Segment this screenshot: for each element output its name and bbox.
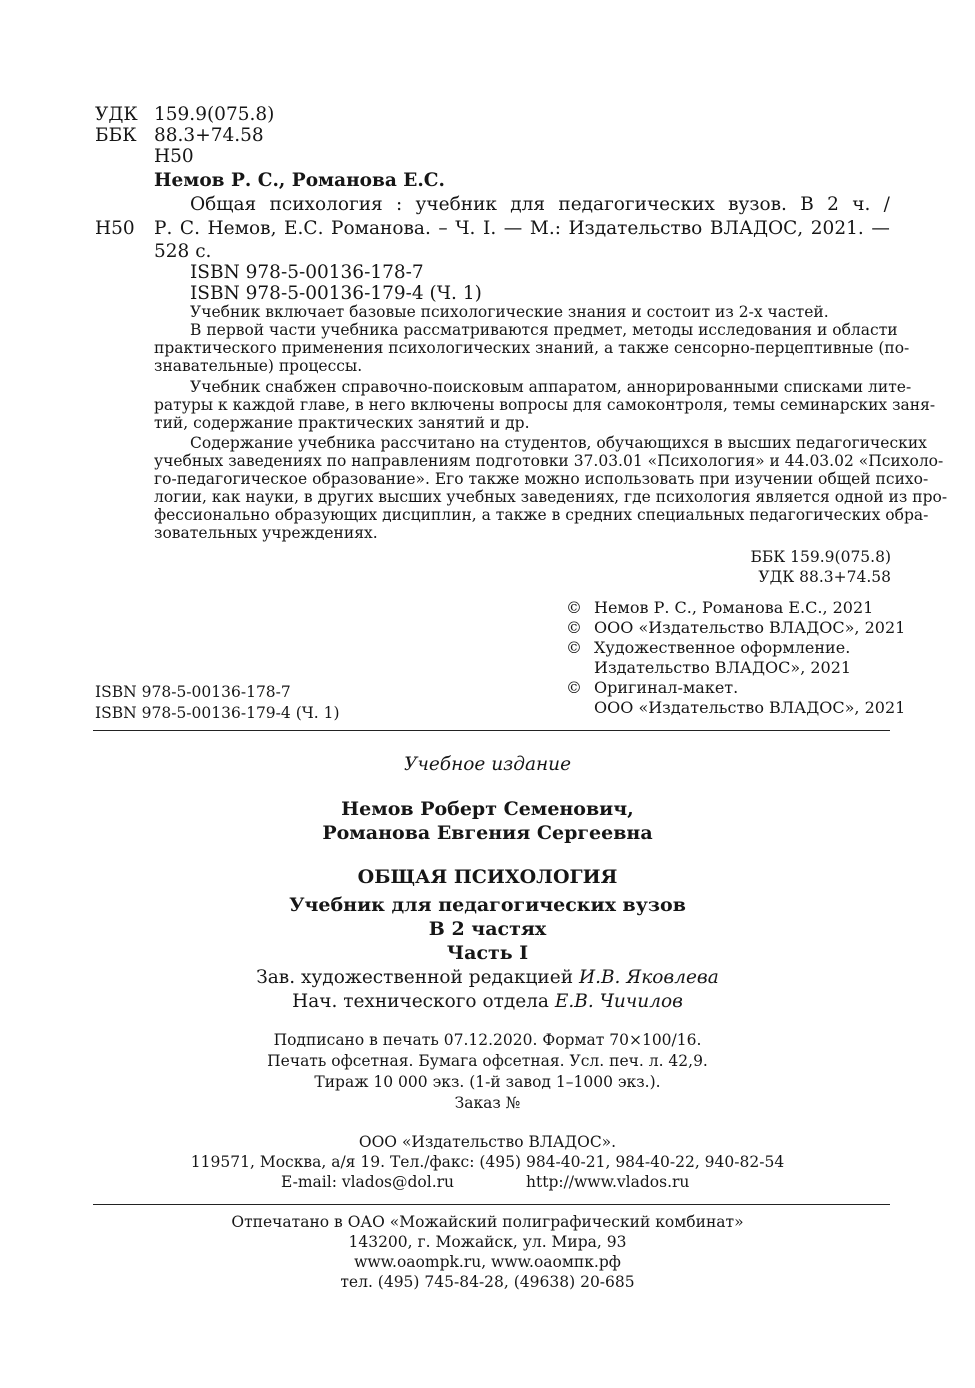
annotation-line: практического применения психологических знаний, а также сенсорно-перцептивные (по- xyxy=(154,339,910,357)
title-word: — xyxy=(503,218,523,239)
title-word: Ч. xyxy=(455,218,476,239)
annotation-line: знавательные) процессы. xyxy=(154,357,363,375)
title-word: Общая xyxy=(190,194,257,215)
copyright-text: Немов Р. С., Романова Е.С., 2021 xyxy=(594,598,874,617)
title-word: педагогических xyxy=(558,194,715,215)
print-run: Тираж 10 000 экз. (1-й завод 1–1000 экз.). xyxy=(314,1073,661,1091)
publisher-name: ООО «Издательство ВЛАДОС». xyxy=(358,1133,617,1151)
edition-type: Учебное издание xyxy=(403,754,572,775)
title-word: 2021. xyxy=(810,218,864,239)
tech-head-name: Е.В. Чичилов xyxy=(554,991,683,1012)
copyright-icon: © xyxy=(566,618,582,637)
title-word: I. xyxy=(483,218,497,239)
udk-value: 159.9(075.8) xyxy=(154,104,275,125)
copyright-icon: © xyxy=(566,638,582,657)
page-count: 528 с. xyxy=(154,241,212,262)
author-sign: Н50 xyxy=(154,146,194,167)
title-word: / xyxy=(883,194,890,215)
printer-address: 143200, г. Можайск, ул. Мира, 93 xyxy=(348,1233,627,1251)
art-editor-name: И.В. Яковлева xyxy=(578,967,719,988)
udk-label: УДК xyxy=(95,104,138,125)
title-word: С. xyxy=(179,218,200,239)
divider-bottom xyxy=(93,1204,890,1205)
title-word: М.: xyxy=(529,218,561,239)
part-number: Часть I xyxy=(446,942,529,964)
bbk-label: ББК xyxy=(95,125,137,146)
bbk-index-right: ББК 159.9(075.8) xyxy=(750,548,891,566)
publisher-email: E-mail: vlados@dol.ru xyxy=(281,1173,455,1191)
author-name-1: Немов Роберт Семенович, xyxy=(341,798,634,820)
title-word: психология xyxy=(269,194,383,215)
copyright-text: ООО «Издательство ВЛАДОС», 2021 xyxy=(594,698,906,717)
book-title: ОБЩАЯ ПСИХОЛОГИЯ xyxy=(357,866,618,888)
annotation-line: тий, содержание практических занятий и др. xyxy=(154,414,530,432)
book-subtitle: Учебник для педагогических вузов xyxy=(289,894,686,916)
art-editor xyxy=(0,967,975,988)
annotation-line: Учебник включает базовые психологические знания и состоит из 2-х частей. xyxy=(190,303,829,321)
order-number: Заказ № xyxy=(454,1094,521,1112)
authors-heading: Немов Р. С., Романова Е.С. xyxy=(154,170,445,191)
title-word: : xyxy=(396,194,403,215)
annotation-line: логии, как науки, в других высших учебных заведениях, где психология является одной из про- xyxy=(154,488,948,506)
isbn-2: ISBN 978-5-00136-179-4 (Ч. 1) xyxy=(190,283,482,304)
title-word: учебник xyxy=(415,194,497,215)
printer-phones: тел. (495) 745-84-28, (49638) 20-685 xyxy=(340,1273,635,1291)
publisher-address: 119571, Москва, а/я 19. Тел./факс: (495) 984-40-21, 984-40-22, 940-82-54 xyxy=(190,1153,785,1171)
title-word: ВЛАДОС, xyxy=(709,218,804,239)
printer-websites: www.oaompk.ru, www.оаомпк.рф xyxy=(354,1253,621,1271)
print-specs: Печать офсетная. Бумага офсетная. Усл. печ. л. 42,9. xyxy=(267,1052,708,1070)
isbn-left-1: ISBN 978-5-00136-178-7 xyxy=(95,683,291,701)
title-word: – xyxy=(438,218,448,239)
isbn-1: ISBN 978-5-00136-178-7 xyxy=(190,262,424,283)
title-word: В xyxy=(800,194,814,215)
isbn-left-2: ISBN 978-5-00136-179-4 (Ч. 1) xyxy=(95,704,340,722)
annotation-line: В первой части учебника рассматриваются предмет, методы исследования и области xyxy=(190,321,898,339)
annotation-line: ратуры к каждой главе, в него включены вопросы для самоконтроля, темы семинарских заня- xyxy=(154,396,936,414)
tech-head-label: Нач. технического отдела xyxy=(292,991,549,1012)
copyright-text: Оригинал-макет. xyxy=(594,678,739,697)
title-word: Немов, xyxy=(207,218,277,239)
annotation-line: фессионально образующих дисциплин, а также в средних специальных педагогических обра- xyxy=(154,506,929,524)
title-word: вузов. xyxy=(728,194,787,215)
title-word: Р. xyxy=(154,218,173,239)
title-line-1 xyxy=(190,194,890,215)
title-line-2 xyxy=(154,218,890,239)
publisher-website: http://www.vlados.ru xyxy=(526,1173,690,1191)
side-author-sign: Н50 xyxy=(95,218,135,239)
annotation-line: зовательных учреждениях. xyxy=(154,524,378,542)
title-word: — xyxy=(871,218,890,239)
bbk-value: 88.3+74.58 xyxy=(154,125,264,146)
annotation-line: го-педагогическое образование». Его также можно использовать при изучении общей психо- xyxy=(154,470,929,488)
art-editor-label: Зав. художественной редакцией xyxy=(256,967,574,988)
parts-count: В 2 частях xyxy=(428,918,547,940)
annotation-line: Содержание учебника рассчитано на студентов, обучающихся в высших педагогических xyxy=(190,434,927,452)
divider-top xyxy=(93,730,890,731)
title-word: Е.С. xyxy=(284,218,324,239)
title-word: для xyxy=(510,194,546,215)
printer-name: Отпечатано в ОАО «Можайский полиграфический комбинат» xyxy=(231,1213,744,1231)
annotation-line: учебных заведениях по направлениям подготовки 37.03.01 «Психология» и 44.03.02 «Психоло- xyxy=(154,452,944,470)
title-word: Романова. xyxy=(331,218,431,239)
title-word: 2 xyxy=(827,194,839,215)
tech-head xyxy=(0,991,975,1012)
copyright-text: ООО «Издательство ВЛАДОС», 2021 xyxy=(594,618,906,637)
copyright-text: Издательство ВЛАДОС», 2021 xyxy=(594,658,852,677)
copyright-text: Художественное оформление. xyxy=(594,638,851,657)
author-name-2: Романова Евгения Сергеевна xyxy=(322,822,653,844)
copyright-icon: © xyxy=(566,598,582,617)
udk-index-right: УДК 88.3+74.58 xyxy=(758,568,891,586)
title-word: Издательство xyxy=(568,218,703,239)
title-word: ч. xyxy=(852,194,871,215)
signed-to-print: Подписано в печать 07.12.2020. Формат 70×100/16. xyxy=(273,1031,702,1049)
copyright-icon: © xyxy=(566,678,582,697)
annotation-line: Учебник снабжен справочно-поисковым аппаратом, аннорированными списками лите- xyxy=(190,378,912,396)
